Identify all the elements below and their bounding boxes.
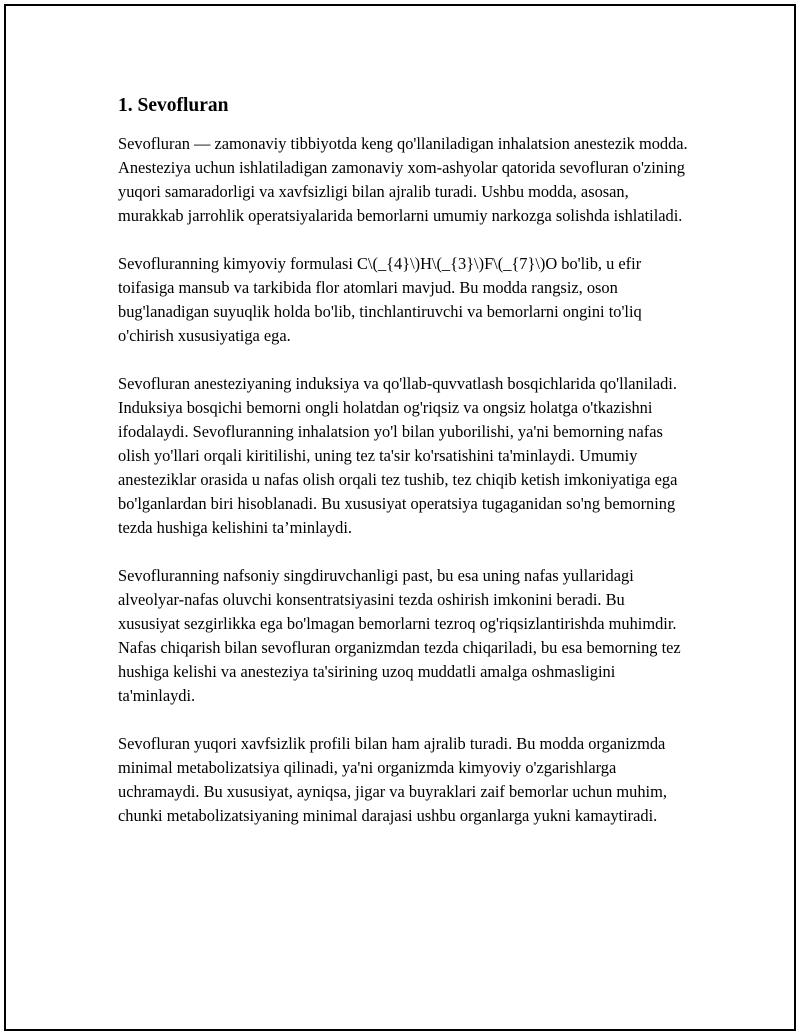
section-heading: 1. Sevofluran <box>118 95 229 116</box>
paragraph-intro: Sevofluran — zamonaviy tibbiyotda keng qo'llaniladigan inhalatsion anestezik modda. Anesteziya uchun ishlatiladigan zamonaviy xom-ashyolar qatorida sevofluran o'zining yuqori samaradorligi va xavfsizligi bilan ajralib turadi. Ushbu modda, asosan, murakkab jarrohlik operatsiyalarida bemorlarni umumiy narkozga solishda ishlatiladi. <box>118 134 688 225</box>
paragraph-chemical-formula: Sevofluranning kimyoviy formulasi C\(_{4}\)H\(_{3}\)F\(_{7}\)O bo'lib, u efir toifasiga mansub va tarkibida flor atomlari mavjud. Bu modda rangsiz, oson bug'lanadigan suyuqlik holda bo'lib, tinchlantiruvchi va bemorlarni ongini to'liq o'chirish xususiyatiga ega. <box>118 254 642 345</box>
paragraph-solubility: Sevofluranning nafsoniy singdiruvchanligi past, bu esa uning nafas yullaridagi alveolyar-nafas oluvchi konsentratsiyasini tezda oshirish imkonini beradi. Bu xususiyat sezgirlikka ega bo'lmagan bemorlarni tezroq og'riqsizlantirishda muhimdir. Nafas chiqarish bilan sevofluran organizmdan tezda chiqariladi, bu esa bemorning tez hushiga kelishi va anesteziya ta'sirining uzoq muddatli amalga oshmasligini ta'minlaydi. <box>118 566 681 705</box>
paragraph-induction: Sevofluran anesteziyaning induksiya va qo'llab-quvvatlash bosqichlarida qo'llaniladi. Induksiya bosqichi bemorni ongli holatdan og'riqsiz va ongsiz holatga o'tkazishni ifodalaydi. Sevofluranning inhalatsion yo'l bilan yuborilishi, ya'ni bemorning nafas olish yo'llari orqali kiritilishi, uning tez ta'sir ko'rsatishini ta'minlaydi. Umumiy anesteziklar orasida u nafas olish orqali tez tushib, tez chiqib ketish imkoniyatiga ega bo'lganlardan biri hisoblanadi. Bu xususiyat operatsiya tugaganidan so'ng bemorning tezda hushiga kelishini ta’minlaydi. <box>118 374 678 537</box>
document-body <box>118 94 688 852</box>
paragraph-safety: Sevofluran yuqori xavfsizlik profili bilan ham ajralib turadi. Bu modda organizmda minimal metabolizatsiya qilinadi, ya'ni organizmda kimyoviy o'zgarishlarga uchramaydi. Bu xususiyat, ayniqsa, jigar va buyraklari zaif bemorlar uchun muhim, chunki metabolizatsiyaning minimal darajasi ushbu organlarga yukni kamaytiradi. <box>118 734 667 825</box>
